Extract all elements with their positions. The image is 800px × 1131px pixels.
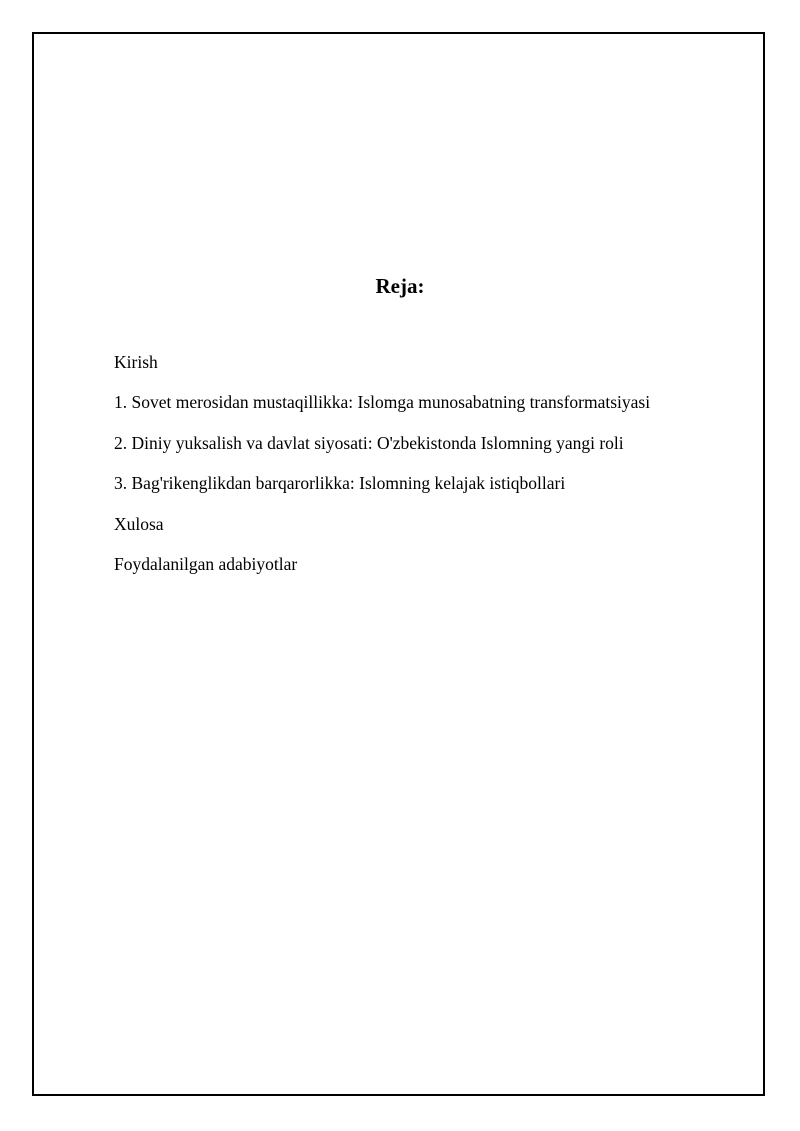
toc-item-introduction: Kirish [114,352,158,372]
table-of-contents [114,350,650,592]
toc-item-conclusion: Xulosa [114,513,164,534]
toc-item-references: Foydalanilgan adabiyotlar [114,553,298,574]
page-title: Reja: [375,274,425,298]
toc-item-section-3: 3. Bag'rikenglikdan barqarorlikka: Islomning kelajak istiqbollari [114,473,566,494]
toc-item-section-1: 1. Sovet merosidan mustaqillikka: Islomga munosabatning transformatsiyasi [114,392,651,413]
toc-item-section-2: 2. Diniy yuksalish va davlat siyosati: O'zbekistonda Islomning yangi roli [114,432,624,453]
